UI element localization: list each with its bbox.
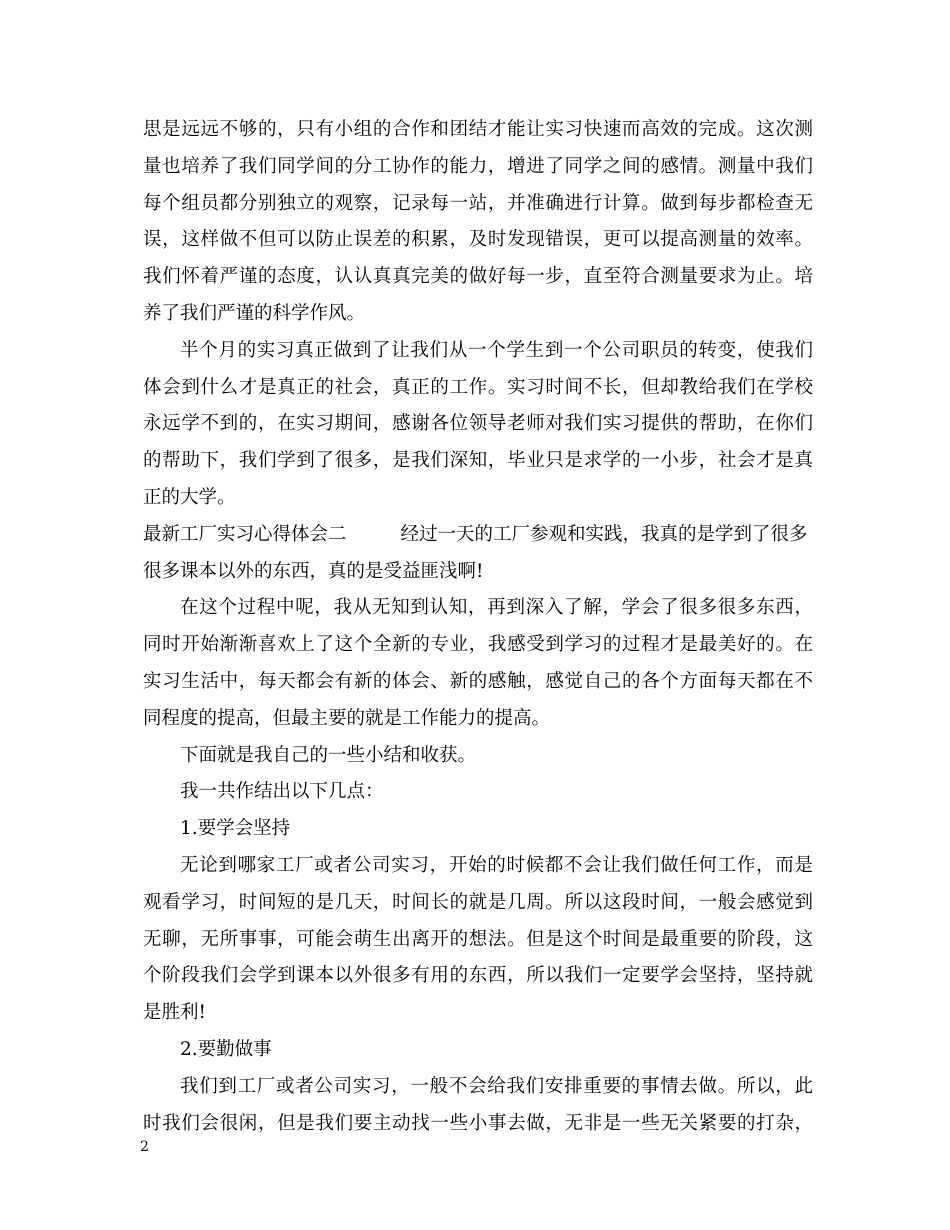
line-text: 在这个过程中呢，我从无知到认知，再到深入了解，学会了很多很多东西， xyxy=(180,597,813,619)
text-line xyxy=(143,333,813,370)
text-line xyxy=(143,701,813,738)
text-line xyxy=(143,443,813,480)
line-text: 同程度的提高，但最主要的就是工作能力的提高。 xyxy=(143,707,551,729)
text-line xyxy=(143,922,813,959)
line-text: 永远学不到的，在实习期间，感谢各位领导老师对我们实习提供的帮助，在你们 xyxy=(143,413,813,435)
text-line xyxy=(143,664,813,701)
text-line xyxy=(143,406,813,443)
line-text: 我们到工厂或者公司实习，一般不会给我们安排重要的事情去做。所以，此 xyxy=(180,1075,813,1097)
text-line xyxy=(143,149,813,186)
line-text: 正的大学。 xyxy=(143,486,236,508)
text-line xyxy=(143,995,813,1032)
line-text: 量也培养了我们同学间的分工协作的能力，增进了同学之间的感情。测量中我们 xyxy=(143,155,813,177)
line-text: 半个月的实习真正做到了让我们从一个学生到一个公司职员的转变，使我们 xyxy=(180,339,813,361)
line-text: 时我们会很闲，但是我们要主动找一些小事去做，无非是一些无关紧要的打杂， xyxy=(143,1112,813,1134)
line-text: 2.要勤做事 xyxy=(180,1038,272,1060)
line-text: 无论到哪家工厂或者公司实习，开始的时候都不会让我们做任何工作，而是 xyxy=(180,854,813,876)
line-text: 我们怀着严谨的态度，认认真真完美的做好每一步，直至符合测量要求为止。培 xyxy=(143,266,813,288)
text-line xyxy=(143,186,813,223)
text-line xyxy=(143,811,813,848)
text-line xyxy=(143,296,813,333)
line-text: 无聊，无所事事，可能会萌生出离开的想法。但是这个时间是最重要的阶段，这 xyxy=(143,928,813,950)
text-line xyxy=(143,222,813,259)
line-text: 误，这样做不但可以防止误差的积累，及时发现错误，更可以提高测量的效率。 xyxy=(143,229,813,251)
line-text: 个阶段我们会学到课本以外很多有用的东西，所以我们一定要学会坚持，坚持就 xyxy=(143,965,813,987)
text-line xyxy=(143,774,813,811)
text-line xyxy=(143,370,813,407)
text-line xyxy=(143,958,813,995)
section-heading-line xyxy=(143,517,813,554)
text-line xyxy=(143,627,813,664)
text-line xyxy=(143,1032,813,1069)
text-line xyxy=(143,112,813,149)
text-line xyxy=(143,1106,813,1143)
line-text: 是胜利! xyxy=(143,1002,206,1024)
text-line xyxy=(143,738,813,775)
line-text: 我一共作结出以下几点： xyxy=(180,781,384,803)
line-text: 很多课本以外的东西，真的是受益匪浅啊! xyxy=(143,560,484,582)
line-text: 1.要学会坚持 xyxy=(180,818,291,840)
text-line xyxy=(143,848,813,885)
line-text: 下面就是我自己的一些小结和收获。 xyxy=(180,744,477,766)
section-heading: 最新工厂实习心得体会二 xyxy=(143,523,347,545)
line-text: 体会到什么才是真正的社会，真正的工作。实习时间不长，但却教给我们在学校 xyxy=(143,376,813,398)
line-text: 实习生活中，每天都会有新的体会、新的感触，感觉自己的各个方面每天都在不 xyxy=(143,670,813,692)
text-line xyxy=(143,554,813,591)
text-line xyxy=(143,480,813,517)
text-line xyxy=(143,259,813,296)
text-line xyxy=(143,590,813,627)
line-text: 养了我们严谨的科学作风。 xyxy=(143,302,366,324)
line-text: 观看学习，时间短的是几天，时间长的就是几周。所以这段时间，一般会感觉到 xyxy=(143,891,813,913)
document-body xyxy=(143,112,813,1142)
line-text: 思是远远不够的，只有小组的合作和团结才能让实习快速而高效的完成。这次测 xyxy=(143,119,813,140)
line-text: 的帮助下，我们学到了很多，是我们深知，毕业只是求学的一小步，社会才是真 xyxy=(143,450,813,472)
text-line xyxy=(143,885,813,922)
line-text: 每个组员都分别独立的观察，记录每一站，并准确进行计算。做到每步都检查无 xyxy=(143,192,813,214)
page-number: 2 xyxy=(140,1139,149,1155)
line-text: 同时开始渐渐喜欢上了这个全新的专业，我感受到学习的过程才是最美好的。在 xyxy=(143,634,813,656)
text-line xyxy=(143,1069,813,1106)
line-text: 经过一天的工厂参观和实践，我真的是学到了很多 xyxy=(400,523,808,545)
